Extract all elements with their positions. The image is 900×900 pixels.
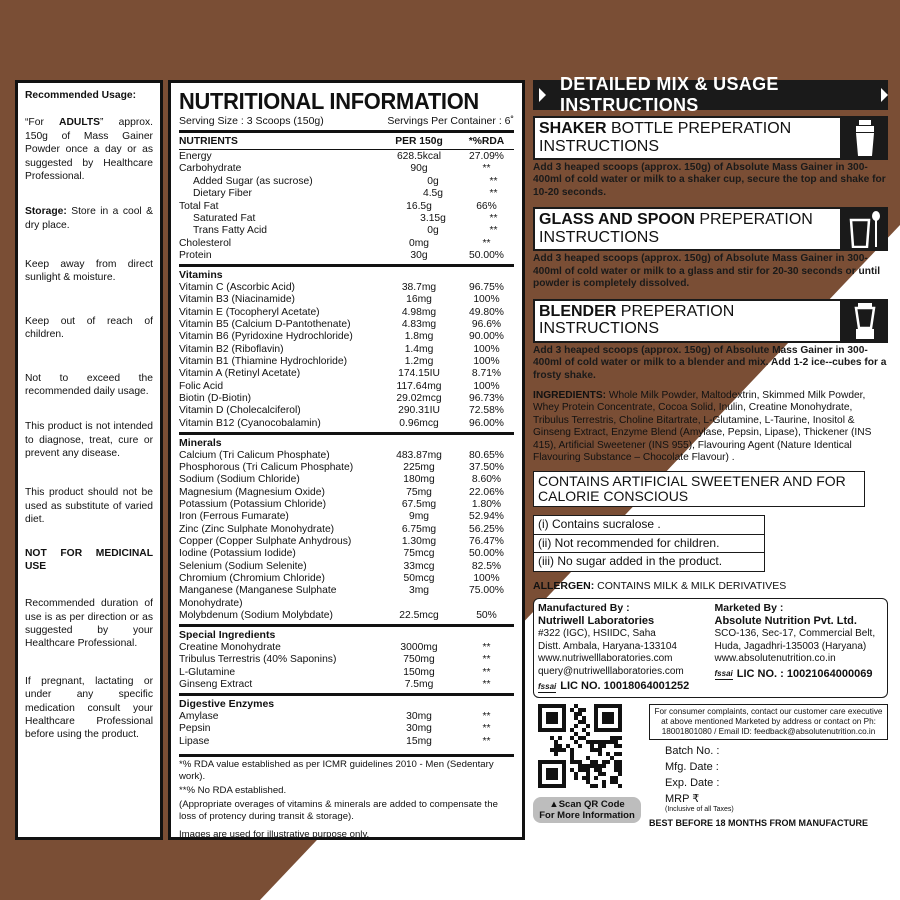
mineral-row: Molybdenum (Sodium Molybdate) 22.5mcg 50%: [179, 610, 497, 621]
serving-info: [179, 115, 514, 133]
nutrient-row: Added Sugar (as sucrose) 0g **: [193, 175, 498, 187]
vitamin-row: Vitamin C (Ascorbic Acid) 38.7mg 96.75%: [179, 281, 504, 293]
vitamin-row: Vitamin B5 (Calcium D-Pantothenate) 4.83mg 96.6%: [179, 318, 502, 330]
nutrient-row: Dietary Fiber 4.5g **: [193, 188, 498, 200]
special-ingredient-row: Ginseng Extract 7.5mg **: [179, 678, 491, 690]
nutrient-row: Protein 30g 50.00%: [179, 249, 504, 261]
mineral-row: Manganese (Manganese Sulphate Monohydrate) 3mg 75.00%: [179, 585, 504, 609]
ingredients: INGREDIENTS: Whole Milk Powder, Maltodextrin, Skimmed Milk Powder, Whey Protein Concentrate, Cocoa Solid, Inulin, Creatine Monohydrate, Tribulus Terrestris, Choline Bitartrate, L-Glutamine, L-Taurine, Inositol & Ginseng Extract, Enzyme Blend (Amylase, Pepsin, Lipase), Thickener (INS 415), Artificial Sweetener (INS 955), Flavouring Agent (Nature Identical Flavouring Substance – Chocolate Flavour) .: [533, 389, 872, 464]
enzyme-row: Pepsin 30mg **: [179, 723, 491, 735]
sweetener-warning: CONTAINS ARTIFICIAL SWEETENER AND FOR CALORIE CONSCIOUS: [533, 471, 865, 508]
serving-size: Serving Size : 3 Scoops (150g): [179, 115, 324, 128]
mineral-row: Potassium (Potassium Chloride) 67.5mg 1.80%: [179, 498, 502, 510]
consumer-complaint-note: For consumer complaints, contact our customer care executive at above mentioned Marketed by address or contact on Ph: 18001801080 / Email ID: feedback@absolutenutrition.co.in: [649, 704, 888, 741]
special-title: Special Ingredients: [179, 629, 276, 642]
marketed-by: Marketed By : Absolute Nutrition Pvt. Ltd. SCO-136, Sec-17, Commercial Belt, Huda, Jagadhri-135003 (Haryana) www.absolutenutrition.co.in fssai LIC NO. : 10021064000069: [714, 601, 876, 680]
glass-spoon-icon: [842, 207, 888, 251]
mix-instructions-banner: DETAILED MIX & USAGE INSTRUCTIONS: [533, 80, 888, 110]
minerals-title: Minerals: [179, 436, 222, 449]
footnote-images: Images are used for illustrative purpose only.: [179, 828, 370, 840]
minerals-section: [179, 432, 514, 622]
shaker-instructions-box: SHAKER BOTTLE PREPERATION INSTRUCTIONS: [533, 116, 888, 160]
usage-not-medicinal: NOT FOR MEDICINAL USE: [25, 547, 153, 572]
shaker-bottle-icon: [842, 116, 888, 160]
footnote-rda: *% RDA value established as per ICMR guidelines 2010 - Men (Sedentary work).: [179, 758, 494, 782]
mineral-row: Iron (Ferrous Fumarate) 9mg 52.94%: [179, 511, 504, 523]
usage-pregnant: If pregnant, lactating or under any specific medication consult your Healthcare Professional before using the product.: [25, 675, 153, 741]
taxes-note: (Inclusive of all Taxes): [665, 806, 734, 814]
vitamin-row: Vitamin A (Retinyl Acetate) 174.15IU 8.71%: [179, 368, 502, 380]
vitamin-row: Vitamin D (Cholecalciferol) 290.31IU 72.58%: [179, 405, 504, 417]
glass-instructions-box: GLASS AND SPOON PREPERATION INSTRUCTIONS: [533, 207, 888, 251]
vitamins-title: Vitamins: [179, 269, 223, 282]
usage-keep-away: Keep away from direct sunlight & moisture.: [25, 259, 153, 284]
usage-panel: [15, 80, 163, 840]
batch-info: [649, 744, 888, 815]
shaker-instructions-text: Add 3 heaped scoops (approx. 150g) of Absolute Mass Gainer in 300-400ml of cold water or milk to a shaker cup, secure the top and shake for 10-20 seconds.: [533, 162, 886, 198]
nutrition-title: NUTRITIONAL INFORMATION: [179, 88, 479, 114]
arrow-right-icon: [881, 88, 888, 102]
contains-item: (i) Contains sucralose .: [534, 516, 764, 534]
batch-no: Batch No. :: [665, 745, 720, 758]
mineral-row: Zinc (Zinc Sulphate Monohydrate) 6.75mg 56.25%: [179, 523, 504, 535]
fssai-logo: fssai: [538, 681, 557, 691]
qr-code[interactable]: [538, 704, 622, 788]
mineral-row: Chromium (Chromium Chloride) 50mcg 100%: [179, 572, 500, 584]
scan-qr-button[interactable]: ▲Scan QR Code For More Information: [533, 797, 641, 824]
nutrient-row: Trans Fatty Acid 0g **: [193, 225, 498, 237]
servings-per-container: Servings Per Container : 6˚: [387, 115, 514, 128]
special-ingredient-row: Tribulus Terrestris (40% Saponins) 750mg **: [179, 654, 491, 666]
nutrition-panel: [168, 80, 525, 840]
usage-keep-out: Keep out of reach of children.: [25, 315, 153, 341]
vitamin-row: Folic Acid 117.64mg 100%: [179, 380, 500, 392]
nutrition-footnotes: [179, 754, 514, 841]
manufactured-by: Manufactured By : Nutriwell Laboratories #322 (IGC), HSIIDC, Saha Distt. Ambala, Haryana-133104 www.nutriwelllaboratories.com query@nutriwelllaboratories.com fssai LIC NO. 10018064001252: [538, 601, 690, 693]
allergen-info: ALLERGEN: CONTAINS MILK & MILK DERIVATIVES: [533, 579, 787, 592]
usage-not-exceed: Not to exceed the recommended daily usage.: [25, 372, 153, 397]
footnote-overages: (Appropriate overages of vitamins & minerals are added to compensate the loss of protency during transit & storage).: [179, 798, 498, 822]
main-nutrients: [179, 151, 514, 262]
mineral-row: Copper (Copper Sulphate Anhydrous) 1.30mg 76.47%: [179, 535, 504, 547]
vitamin-row: Vitamin B12 (Cyanocobalamin) 0.96mcg 96.00%: [179, 417, 504, 429]
enzymes-title: Digestive Enzymes: [179, 698, 275, 711]
contains-box: [533, 515, 765, 571]
footnote-no-rda: **% No RDA established.: [179, 784, 287, 796]
enzyme-row: Amylase 30mg **: [179, 710, 491, 722]
special-ingredient-row: Creatine Monohydrate 3000mg **: [179, 641, 491, 653]
mfg-date: Mfg. Date :: [665, 761, 719, 774]
nutrient-row: Cholesterol 0mg **: [179, 237, 491, 249]
usage-title: Recommended Usage:: [25, 90, 137, 101]
mineral-row: Calcium (Tri Calicum Phosphate) 483.87mg 80.65%: [179, 449, 504, 461]
mineral-row: Phosphorous (Tri Calicum Phosphate) 225mg 37.50%: [179, 461, 504, 473]
instructions-area: [533, 74, 888, 840]
vitamin-row: Vitamin E (Tocopheryl Acetate) 4.98mg 49.80%: [179, 306, 504, 318]
nutrient-row: Saturated Fat 3.15g **: [193, 212, 498, 224]
mineral-row: Sodium (Sodium Chloride) 180mg 8.60%: [179, 474, 502, 486]
blender-icon: [842, 299, 888, 343]
mineral-row: Magnesium (Magnesium Oxide) 75mg 22.06%: [179, 486, 504, 498]
contains-item: (iii) No sugar added in the product.: [538, 554, 723, 569]
usage-not-intended: This product is not intended to diagnose, treat, cure or prevent any disease.: [25, 421, 153, 459]
blender-instructions-text: Add 3 heaped scoops (approx. 150g) of Absolute Mass Gainer in 300-400ml of cold water or milk to a blender and mix. Add 1-2 ice--cubes for a frosty shake.: [533, 344, 887, 381]
best-before: BEST BEFORE 18 MONTHS FROM MANUFACTURE: [649, 818, 869, 829]
nutrient-row: Total Fat 16.5g 66%: [179, 200, 497, 212]
mineral-row: Iodine (Potassium Iodide) 75mcg 50.00%: [179, 548, 504, 560]
nutrient-row: Carbohydrate 90g **: [179, 163, 491, 175]
vitamin-row: Vitamin B3 (Niacinamide) 16mg 100%: [179, 294, 500, 306]
arrow-right-icon: [539, 88, 546, 102]
manufacturer-box: [533, 598, 888, 698]
mrp: MRP ₹: [665, 793, 700, 806]
fssai-logo: fssai: [714, 669, 733, 679]
vitamin-row: Vitamin B2 (Riboflavin) 1.4mg 100%: [179, 343, 500, 355]
usage-not-substitute: This product should not be used as substitute of varied diet.: [25, 487, 153, 526]
enzyme-row: Lipase 15mg **: [179, 735, 491, 747]
usage-duration: Recommended duration of use is as per direction or as suggested by your Healthcare Professional.: [25, 598, 153, 650]
bottom-row: [533, 704, 888, 829]
vitamins-section: [179, 264, 514, 430]
nutrition-header-row: NUTRIENTS PER 150g *%RDA: [179, 136, 514, 150]
blender-instructions-box: BLENDER PREPERATION INSTRUCTIONS: [533, 299, 888, 343]
exp-date: Exp. Date :: [665, 777, 720, 790]
special-section: [179, 624, 514, 691]
glass-instructions-text: Add 3 heaped scoops (approx. 150g) of Absolute Mass Gainer in 300-400ml of cold water or milk to a glass and stir for 20-30 seconds or until powder is completely dissolved.: [533, 253, 881, 290]
contains-item: (ii) Not recommended for children.: [534, 535, 764, 553]
vitamin-row: Vitamin B6 (Pyridoxine Hydrochloride) 1.8mg 90.00%: [179, 331, 504, 343]
nutrient-row: Energy 628.5kcal 27.09%: [179, 151, 504, 163]
enzymes-section: [179, 693, 514, 748]
vitamin-row: Biotin (D-Biotin) 29.02mcg 96.73%: [179, 392, 504, 404]
usage-adults: “For ADULTS” approx. 150g of Mass Gainer Powder once a day or as suggested by Healthcare Professional.: [25, 117, 153, 182]
usage-storage: Storage: Store in a cool & dry place.: [25, 206, 153, 231]
special-ingredient-row: L-Glutamine 150mg **: [179, 666, 491, 678]
vitamin-row: Vitamin B1 (Thiamine Hydrochloride) 1.2mg 100%: [179, 355, 500, 367]
mineral-row: Selenium (Sodium Selenite) 33mcg 82.5%: [179, 560, 502, 572]
